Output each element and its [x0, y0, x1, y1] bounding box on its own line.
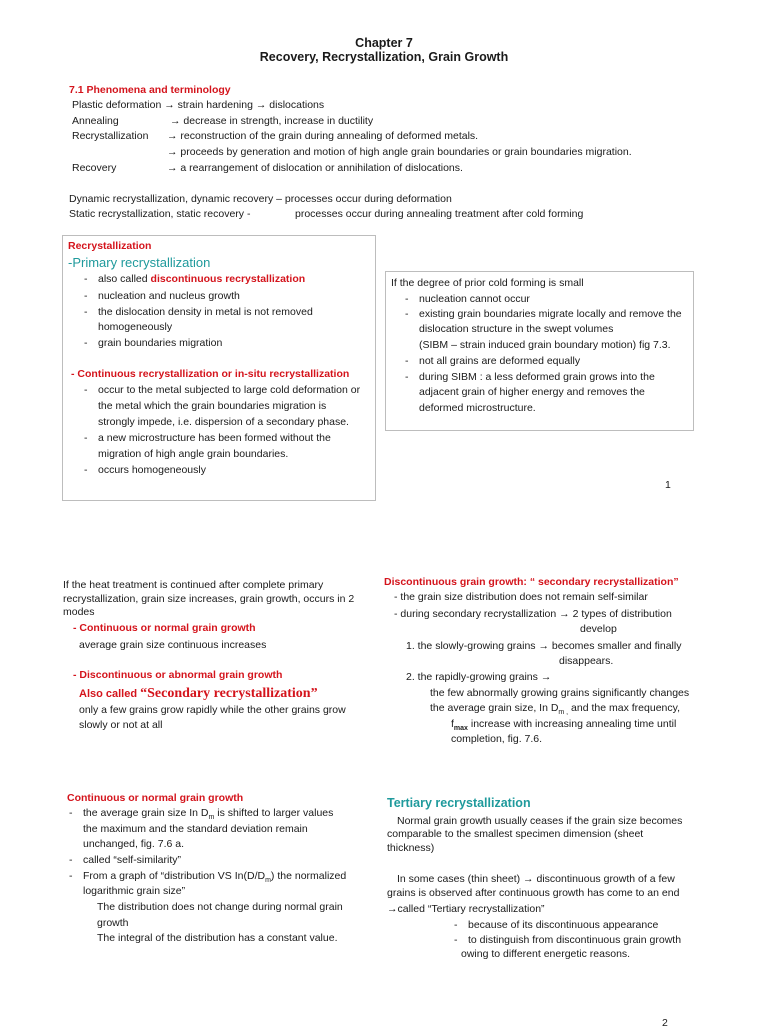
- list-item: - a new microstructure has been formed without the: [84, 432, 331, 444]
- list-item: - also called discontinuous recrystallization: [84, 273, 306, 285]
- normal-growth-heading: Continuous or normal grain growth: [67, 792, 244, 804]
- list-item: - existing grain boundaries migrate locally and remove the: [405, 308, 682, 320]
- numbered-item-cont: completion, fig. 7.6.: [451, 733, 543, 745]
- term-desc: → reconstruction of the grain during annealing of deformed metals.: [167, 130, 479, 142]
- numbered-item: 2. the rapidly-growing grains →: [406, 671, 552, 683]
- chapter-label: Chapter 7: [355, 36, 413, 50]
- list-item: - the grain size distribution does not remain self-similar: [394, 591, 648, 603]
- intro-line: modes: [63, 606, 95, 618]
- paragraph-text: average grain size continuous increases: [79, 639, 267, 651]
- list-item-cont: unchanged, fig. 7.6 a.: [83, 838, 184, 850]
- term-desc: → strain hardening → dislocations: [164, 99, 325, 111]
- numbered-item-cont: the few abnormally growing grains significantly changes: [430, 687, 690, 699]
- term-label: Recrystallization: [72, 130, 149, 142]
- list-item-cont: the metal which the grain boundaries migration is: [98, 400, 327, 412]
- paragraph-text: only a few grains grow rapidly while the other grains grow: [79, 704, 346, 716]
- list-item: - during SIBM : a less deformed grain grows into the: [405, 371, 655, 383]
- paragraph-text: The integral of the distribution has a constant value.: [97, 932, 338, 944]
- term-desc: → a rearrangement of dislocation or annihilation of dislocations.: [167, 162, 463, 174]
- tertiary-heading: Tertiary recrystallization: [387, 796, 531, 810]
- list-item: - called “self-similarity”: [69, 854, 182, 866]
- paragraph-text: →called “Tertiary recrystallization”: [387, 903, 545, 915]
- discontinuous-heading: Discontinuous grain growth: “ secondary recrystallization”: [384, 576, 679, 588]
- cold-forming-box: [385, 271, 694, 431]
- intro-line: recrystallization, grain size increases, grain growth, occurs in 2: [63, 593, 355, 605]
- list-item: - From a graph of “distribution VS $In(D/D_m)$ the normalized: [69, 870, 347, 885]
- numbered-item-cont: $f_{max}$ increase with increasing annealing time until: [451, 718, 677, 733]
- list-item-cont: owing to different energetic reasons.: [461, 948, 631, 960]
- term-label: Annealing: [72, 115, 119, 127]
- intro-line: If the heat treatment is continued after complete primary: [63, 579, 324, 591]
- list-item: - to distinguish from discontinuous grain growth: [454, 934, 682, 946]
- list-item: - during secondary recrystallization → 2 types of distribution: [394, 608, 672, 620]
- continuous-growth-heading: - Continuous or normal grain growth: [73, 622, 256, 634]
- numbered-item: 1. the slowly-growing grains → becomes smaller and finally: [406, 640, 682, 652]
- list-item-cont: strongly impede, i.e. dispersion of a secondary phase.: [98, 416, 349, 428]
- page-number: 1: [665, 479, 671, 491]
- term-row: [72, 98, 324, 113]
- list-item-cont: adjacent grain of higher energy and removes the: [419, 386, 645, 398]
- recrystallization-box: [62, 235, 376, 501]
- list-item: - the dislocation density in metal is not removed: [84, 306, 313, 318]
- term-label: Recovery: [72, 162, 117, 174]
- continuous-heading: - Continuous recrystallization or in-situ recrystallization: [71, 368, 350, 380]
- static-term: Static recrystallization, static recovery -: [69, 208, 251, 220]
- list-item: - occurs homogeneously: [84, 464, 206, 476]
- paragraph-text: The distribution does not change during normal grain: [97, 901, 343, 913]
- term-label: Plastic deformation: [72, 99, 162, 111]
- paragraph-text: In some cases (thin sheet) → discontinuous growth of a few: [397, 873, 675, 885]
- list-item-cont: develop: [580, 623, 617, 635]
- list-item-cont: the maximum and the standard deviation remain: [83, 823, 308, 835]
- dynamic-text: Dynamic recrystallization, dynamic recovery – processes occur during deformation: [69, 193, 452, 205]
- list-item: - the average grain size In $D_m$ is shifted to larger values: [69, 807, 334, 822]
- paragraph-text: thickness): [387, 842, 435, 854]
- static-desc: processes occur during annealing treatment after cold forming: [295, 208, 584, 220]
- paragraph-text: comparable to the smallest specimen dimension (sheet: [387, 828, 644, 840]
- box-heading: If the degree of prior cold forming is small: [391, 277, 584, 289]
- list-item: - not all grains are deformed equally: [405, 355, 581, 367]
- paragraph-text: growth: [97, 917, 129, 929]
- section-heading: 7.1 Phenomena and terminology: [69, 84, 231, 96]
- list-item-cont: dislocation structure in the swept volumes: [419, 323, 614, 335]
- term-desc: → proceeds by generation and motion of high angle grain boundaries or grain boundaries migration.: [167, 146, 632, 158]
- list-item-cont: migration of high angle grain boundaries.: [98, 448, 289, 460]
- list-item-cont: homogeneously: [98, 321, 173, 333]
- paragraph-text: grains is observed after continuous growth has come to an end: [387, 887, 680, 899]
- page-number: 2: [662, 1017, 668, 1029]
- box-heading: Recrystallization: [68, 240, 152, 252]
- numbered-item-cont: the average grain size, In $D_{m ,}$ and the max frequency,: [430, 702, 681, 717]
- also-called-line: Also called “Secondary recrystallization”: [79, 686, 318, 701]
- list-item-cont: logarithmic grain size”: [83, 885, 186, 897]
- list-item-cont: deformed microstructure.: [419, 402, 536, 414]
- list-item: - nucleation and nucleus growth: [84, 290, 240, 302]
- primary-heading: -Primary recrystallization: [68, 255, 211, 270]
- numbered-item-cont: disappears.: [559, 655, 614, 667]
- list-item: - grain boundaries migration: [84, 337, 223, 349]
- term-desc: → decrease in strength, increase in ductility: [170, 115, 374, 127]
- discontinuous-growth-heading: - Discontinuous or abnormal grain growth: [73, 669, 283, 681]
- list-item: - because of its discontinuous appearance: [454, 919, 659, 931]
- list-item: - nucleation cannot occur: [405, 293, 530, 305]
- page-title: Recovery, Recrystallization, Grain Growth: [259, 50, 509, 64]
- paragraph-text: slowly or not at all: [79, 719, 163, 731]
- paragraph-text: Normal grain growth usually ceases if the grain size becomes: [397, 815, 683, 827]
- list-item: - occur to the metal subjected to large cold deformation or: [84, 384, 361, 396]
- list-item-cont: (SIBM – strain induced grain boundary motion) fig 7.3.: [419, 339, 671, 351]
